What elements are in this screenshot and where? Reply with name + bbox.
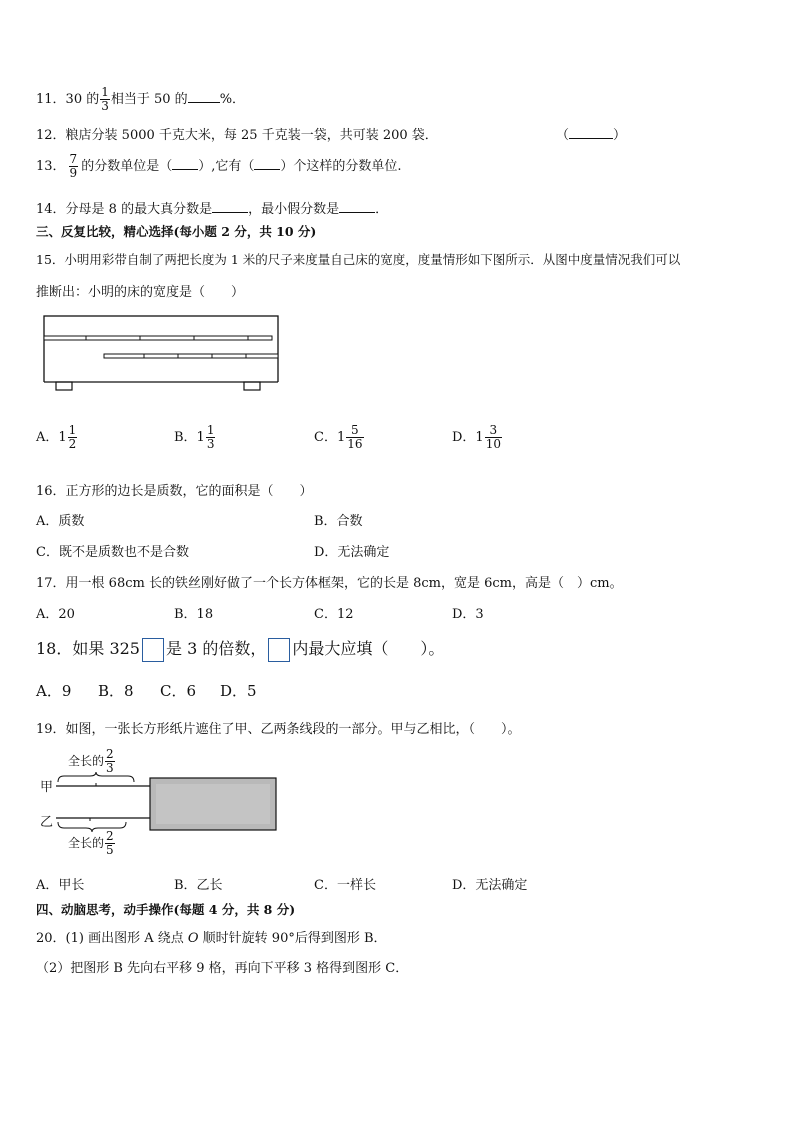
fraction-seven-ninths: $\frac{7}{9}$ [69,152,78,180]
question-20-part-2: （2）把图形 B 先向右平移 9 格，再向下平移 3 格得到图形 C． [36,961,409,976]
answer-blank[interactable] [212,212,248,213]
answer-blank[interactable] [569,138,613,139]
digit-box[interactable] [268,638,290,662]
bed-legs [40,378,285,398]
q16-option-d[interactable]: D．无法确定 [314,545,390,560]
q18-option-b[interactable]: B．8 [98,682,134,700]
q18-option-a[interactable]: A．9 [36,682,72,700]
jia-label: 甲 [40,780,54,795]
q19-option-b[interactable]: B．乙长 [174,878,223,893]
question-16: 16．正方形的边长是质数，它的面积是（ ） [36,484,313,499]
question-11: 11．30 的 $\frac{1}{3}$ 相当于 50 的 %． [36,85,246,113]
q19-option-c[interactable]: C．一样长 [314,878,376,893]
q15-option-a[interactable]: A．1 $\frac{1}{2}$ [36,423,77,451]
question-20-part-1: 20．(1) 画出图形 A 绕点 O 顺时针旋转 90°后得到图形 B． [36,931,387,946]
yi-length-label: 全长的 $\frac{2}{5}$ [68,829,114,857]
fraction-one-third: $\frac{1}{3}$ [101,85,109,113]
question-13: 13． $\frac{7}{9}$ 的分数单位是（ ）,它有（ ）个这样的分数单位. [36,152,402,180]
q17-option-a[interactable]: A．20 [36,607,75,622]
answer-blank[interactable] [172,169,198,170]
yi-label: 乙 [40,815,54,830]
q18-option-d[interactable]: D．5 [220,682,257,700]
digit-box[interactable] [142,638,164,662]
q16-option-a[interactable]: A．质数 [36,514,85,529]
question-18: 18．如果 325 是 3 的倍数， 内最大应填（ ）。 [36,636,444,662]
question-15-line-2: 推断出：小明的床的宽度是（ ） [36,285,245,300]
q15-option-d[interactable]: D．1 $\frac{3}{10}$ [452,423,501,451]
answer-parens: （ ） [556,128,627,143]
q15-option-b[interactable]: B．1 $\frac{1}{3}$ [174,423,215,451]
q17-option-c[interactable]: C．12 [314,607,354,622]
question-15-line-1: 15．小明用彩带自制了两把长度为 1 米的尺子来度量自己床的宽度，度量情形如下图所示．从图中度量情况我们可以 [36,252,681,267]
question-19: 19．如图，一张长方形纸片遮住了甲、乙两条线段的一部分。甲与乙相比，（ ）。 [36,722,521,737]
q17-option-d[interactable]: D．3 [452,607,484,622]
question-12: 12．粮店分装 5000 千克大米，每 25 千克装一袋，共可装 200 袋． [36,128,438,143]
answer-blank[interactable] [188,102,220,103]
q19-option-d[interactable]: D．无法确定 [452,878,528,893]
question-14: 14．分母是 8 的最大真分数是 ，最小假分数是 ． [36,202,389,217]
q17-option-b[interactable]: B．18 [174,607,214,622]
answer-blank[interactable] [254,169,280,170]
bed-ruler-figure [40,312,285,378]
section-4-heading: 四、动脑思考，动手操作(每题 4 分，共 8 分) [36,902,296,917]
q16-option-b[interactable]: B．合数 [314,514,363,529]
segment-figure [54,770,282,834]
q18-option-c[interactable]: C．6 [160,682,197,700]
q15-option-c[interactable]: C．1 $\frac{5}{16}$ [314,423,363,451]
jia-length-label: 全长的 $\frac{2}{3}$ [68,747,114,775]
question-17: 17．用一根 68cm 长的铁丝刚好做了一个长方体框架，它的长是 8cm，宽是 6cm，高是（ ）cm。 [36,576,623,591]
q16-option-c[interactable]: C．既不是质数也不是合数 [36,545,189,560]
section-3-heading: 三、反复比较，精心选择(每小题 2 分，共 10 分) [36,224,317,239]
q19-option-a[interactable]: A．甲长 [36,878,85,893]
answer-blank[interactable] [339,212,375,213]
